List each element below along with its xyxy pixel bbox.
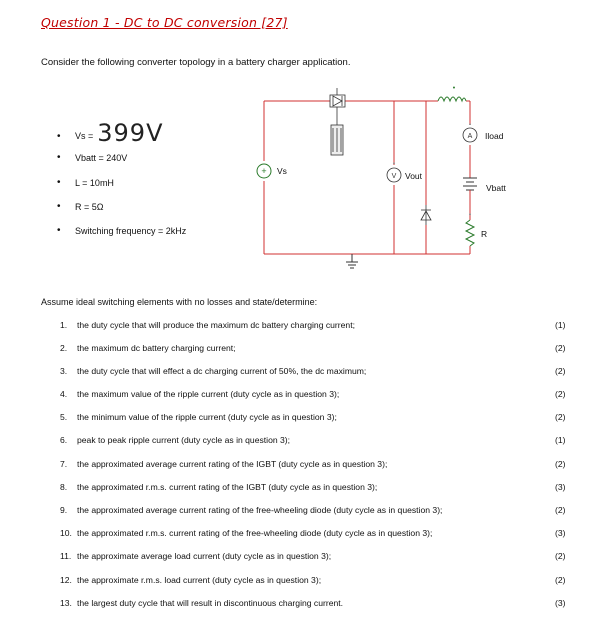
question-marks: (1) — [555, 320, 566, 330]
param-label: Switching frequency = 2kHz — [75, 225, 187, 236]
question-text: peak to peak ripple current (duty cycle as in question 3); — [77, 435, 291, 445]
resistor-dot: • — [469, 212, 471, 218]
question-number: 11. — [60, 551, 72, 561]
r-label: R — [481, 229, 488, 239]
question-number: 10. — [60, 528, 72, 538]
question-text: the approximated average current rating of the free-wheeling diode (duty cycle as in question 3); — [77, 505, 443, 515]
ground-icon — [346, 254, 358, 268]
vs-label: Vs — [277, 166, 287, 176]
question-number: 13. — [60, 598, 72, 608]
question-marks: (1) — [555, 435, 566, 445]
ammeter-symbol: A — [467, 133, 473, 140]
iload-label: Iload — [485, 131, 504, 141]
question-marks: (2) — [555, 343, 566, 353]
voltage-source-icon — [257, 164, 271, 178]
question-marks: (2) — [555, 575, 566, 585]
inductor-label: • — [452, 85, 456, 92]
question-marks: (3) — [555, 528, 566, 538]
question-number: 9. — [60, 505, 68, 515]
plus-sign: + — [261, 166, 267, 176]
bullet-icon: • — [57, 152, 61, 163]
param-vbatt — [57, 152, 127, 163]
question-number: 4. — [60, 389, 68, 399]
param-label: L = 10mH — [75, 177, 114, 188]
question-text: the duty cycle that will effect a dc charging current of 50%, the dc maximum; — [77, 366, 367, 376]
question-text: the duty cycle that will produce the maximum dc battery charging current; — [77, 320, 355, 330]
vbatt-label: Vbatt — [486, 183, 506, 193]
circuit-diagram — [240, 84, 540, 284]
question-title: Question 1 - DC to DC conversion [27] — [41, 15, 288, 30]
battery-icon — [463, 178, 477, 196]
question-marks: (2) — [555, 459, 566, 469]
question-text: the approximate r.m.s. load current (duty cycle as in question 3); — [77, 575, 322, 585]
ammeter-icon — [463, 128, 477, 142]
param-label: Vbatt = 240V — [75, 152, 128, 163]
question-text: the maximum dc battery charging current; — [77, 343, 236, 353]
question-number: 3. — [60, 366, 68, 376]
param-vs — [57, 119, 164, 150]
param-label: R = 5Ω — [75, 201, 104, 212]
voltmeter-dot: • — [393, 161, 395, 167]
vout-label: Vout — [405, 171, 423, 181]
question-text: the approximated r.m.s. current rating of the IGBT (duty cycle as in question 3); — [77, 482, 378, 492]
question-number: 8. — [60, 482, 68, 492]
question-marks: (2) — [555, 412, 566, 422]
question-number: 12. — [60, 575, 72, 585]
question-marks: (2) — [555, 505, 566, 515]
voltmeter-symbol: V — [391, 173, 397, 180]
circuit-wires — [264, 101, 470, 254]
param-l — [57, 177, 114, 188]
question-number: 6. — [60, 435, 68, 445]
igbt-switch-icon — [330, 88, 345, 155]
voltmeter-icon — [387, 168, 401, 182]
intro-text: Consider the following converter topology in a battery charger application. — [41, 57, 351, 68]
assumption-text: Assume ideal switching elements with no losses and state/determine: — [41, 297, 318, 307]
question-marks: (2) — [555, 366, 566, 376]
question-number: 5. — [60, 412, 68, 422]
ammeter-dot: • — [469, 122, 471, 128]
bullet-icon: • — [57, 130, 61, 142]
question-text: the minimum value of the ripple current (duty cycle as in question 3); — [77, 412, 337, 422]
question-text: the maximum value of the ripple current (duty cycle as in question 3); — [77, 389, 340, 399]
param-label: Vs = — [75, 131, 94, 141]
question-marks: (2) — [555, 551, 566, 561]
question-text: the approximated r.m.s. current rating of the free-wheeling diode (duty cycle as in question 3); — [77, 528, 433, 538]
question-number: 2. — [60, 343, 68, 353]
bullet-icon: • — [57, 225, 61, 236]
handwritten-value: 399V — [97, 119, 164, 147]
question-marks: (2) — [555, 389, 566, 399]
param-r — [57, 201, 104, 212]
question-text: the largest duty cycle that will result in discontinuous charging current. — [77, 598, 344, 608]
question-marks: (3) — [555, 482, 566, 492]
param-fsw — [57, 225, 186, 236]
question-text: the approximate average load current (duty cycle as in question 3); — [77, 551, 332, 561]
resistor-icon — [466, 220, 474, 246]
question-number: 1. — [60, 320, 68, 330]
bullet-icon: • — [57, 177, 61, 188]
question-text: the approximated average current rating of the IGBT (duty cycle as in question 3); — [77, 459, 388, 469]
inductor-icon — [438, 97, 466, 101]
question-number: 7. — [60, 459, 68, 469]
bullet-icon: • — [57, 201, 61, 212]
question-marks: (3) — [555, 598, 566, 608]
diode-icon — [421, 205, 431, 225]
